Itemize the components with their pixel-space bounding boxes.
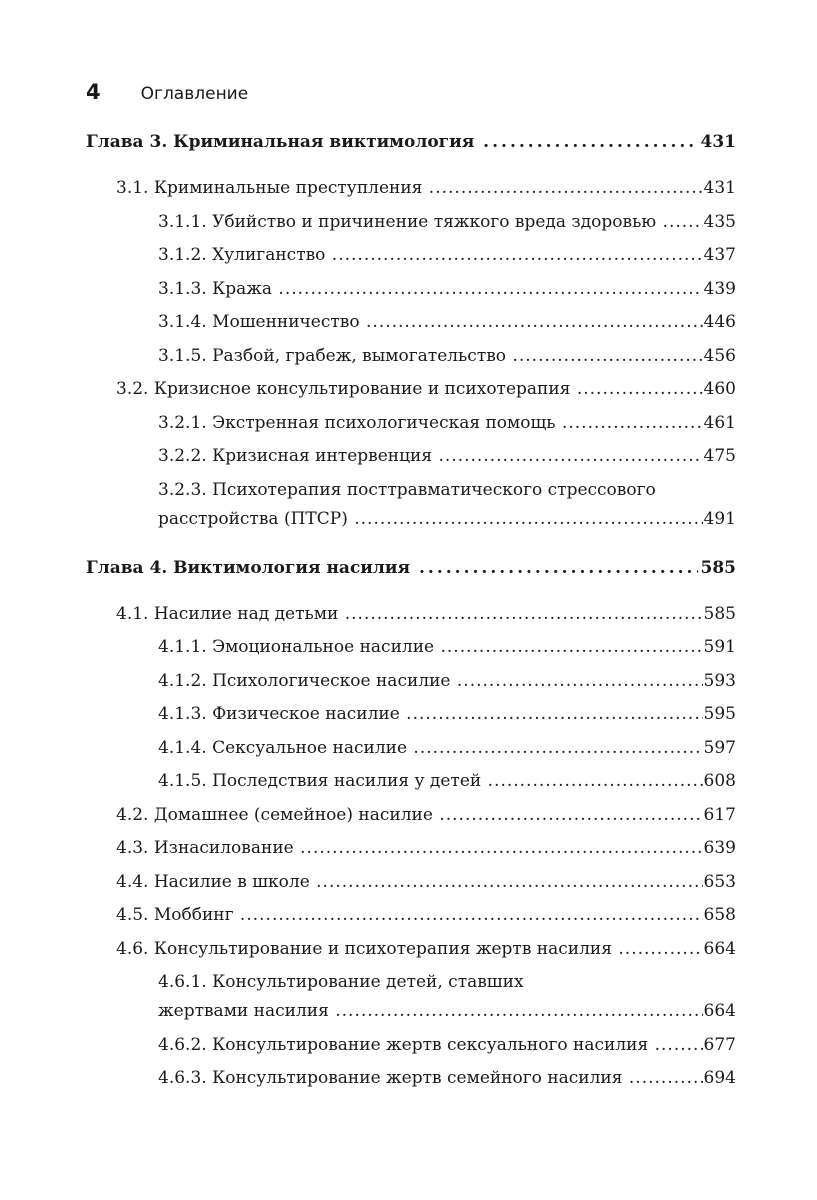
toc-section[interactable] <box>86 801 736 830</box>
entry-title: 3.1.3. Кража ..... <box>158 279 736 299</box>
entry-title: 3.2.2. Кризисная интервенция ..... <box>158 446 736 466</box>
table-of-contents <box>86 128 736 1098</box>
toc-subsection[interactable] <box>86 1064 736 1093</box>
entry-page: 608 <box>703 767 736 796</box>
toc-subsection[interactable] <box>86 767 736 796</box>
entry-page: 437 <box>703 241 736 270</box>
toc-section[interactable] <box>86 901 736 930</box>
entry-title-line2: расстройства (ПТСР) ..... <box>158 509 736 529</box>
entry-title: 3.1. Криминальные преступления ..... <box>116 178 736 198</box>
entry-title: 3.1.5. Разбой, грабеж, вымогательство ..... <box>158 346 736 366</box>
entry-page: 431 <box>703 174 736 203</box>
entry-page: 439 <box>703 275 736 304</box>
running-head-title: Оглавление <box>140 84 249 104</box>
entry-page: 658 <box>703 901 736 930</box>
entry-title: 4.2. Домашнее (семейное) насилие ..... <box>116 805 736 825</box>
toc-subsection[interactable] <box>86 1031 736 1060</box>
toc-section[interactable] <box>86 868 736 897</box>
chapter-block <box>86 554 736 1094</box>
entry-title: 4.1.1. Эмоциональное насилие ..... <box>158 637 736 657</box>
entry-title: 4.6.2. Консультирование жертв сексуального насилия ..... <box>158 1035 736 1055</box>
entry-page: 617 <box>703 801 736 830</box>
chapter-page: 585 <box>698 554 737 583</box>
entry-title: 4.6. Консультирование и психотерапия жертв насилия ..... <box>116 939 736 959</box>
entry-page: 591 <box>703 633 736 662</box>
chapter-page: 431 <box>698 128 737 157</box>
toc-section[interactable] <box>86 375 736 404</box>
entry-title-line2: жертвами насилия ..... <box>158 1001 736 1021</box>
entry-title: 3.1.1. Убийство и причинение тяжкого вреда здоровью ..... <box>158 212 736 232</box>
chapter-heading[interactable] <box>86 128 736 157</box>
chapter-block <box>86 128 736 534</box>
entry-page: 460 <box>703 375 736 404</box>
entry-page: 491 <box>703 505 736 534</box>
toc-subsection[interactable] <box>86 734 736 763</box>
entry-title: 4.1.3. Физическое насилие ..... <box>158 704 736 724</box>
entry-page: 653 <box>703 868 736 897</box>
toc-subsection[interactable] <box>86 476 736 534</box>
toc-section[interactable] <box>86 600 736 629</box>
entry-page: 597 <box>703 734 736 763</box>
entry-page: 446 <box>703 308 736 337</box>
entry-page: 664 <box>703 997 736 1026</box>
entry-title: 4.1.4. Сексуальное насилие ..... <box>158 738 736 758</box>
toc-subsection[interactable] <box>86 667 736 696</box>
entry-title: 4.3. Изнасилование ..... <box>116 838 736 858</box>
toc-subsection[interactable] <box>86 442 736 471</box>
page-number: 4 <box>86 80 101 104</box>
entry-page: 461 <box>703 409 736 438</box>
chapter-title: Глава 4. Виктимология насилия ..... <box>86 558 736 578</box>
entry-page: 475 <box>703 442 736 471</box>
toc-subsection[interactable] <box>86 308 736 337</box>
entry-title: 4.5. Моббинг ..... <box>116 905 736 925</box>
toc-section[interactable] <box>86 834 736 863</box>
toc-subsection[interactable] <box>86 409 736 438</box>
toc-subsection[interactable] <box>86 241 736 270</box>
entry-title: 3.1.2. Хулиганство ..... <box>158 245 736 265</box>
chapter-title: Глава 3. Криминальная виктимология ..... <box>86 132 736 152</box>
entry-page: 456 <box>703 342 736 371</box>
entry-title: 3.2.1. Экстренная психологическая помощь ..... <box>158 413 736 433</box>
entry-title: 4.4. Насилие в школе ..... <box>116 872 736 892</box>
toc-section[interactable] <box>86 174 736 203</box>
toc-subsection[interactable] <box>86 700 736 729</box>
toc-subsection[interactable] <box>86 342 736 371</box>
entry-title: 3.1.4. Мошенничество ..... <box>158 312 736 332</box>
entry-title-line1: 4.6.1. Консультирование детей, ставших <box>158 972 524 992</box>
entry-page: 435 <box>703 208 736 237</box>
entry-title-line1: 3.2.3. Психотерапия посттравматического стрессового <box>158 479 656 500</box>
entry-page: 677 <box>703 1031 736 1060</box>
running-head <box>86 80 248 114</box>
entry-page: 595 <box>703 700 736 729</box>
entry-title: 4.6.3. Консультирование жертв семейного насилия ..... <box>158 1068 736 1088</box>
toc-subsection[interactable] <box>86 968 736 1026</box>
entry-page: 664 <box>703 935 736 964</box>
entry-title: 4.1.2. Психологическое насилие ..... <box>158 671 736 691</box>
entry-page: 694 <box>703 1064 736 1093</box>
entry-page: 593 <box>703 667 736 696</box>
entry-title: 4.1.5. Последствия насилия у детей ..... <box>158 771 736 791</box>
entry-page: 639 <box>703 834 736 863</box>
entry-title: 3.2. Кризисное консультирование и психотерапия ..... <box>116 379 736 399</box>
entry-page: 585 <box>703 600 736 629</box>
toc-section[interactable] <box>86 935 736 964</box>
chapter-heading[interactable] <box>86 554 736 583</box>
entry-title: 4.1. Насилие над детьми ..... <box>116 604 736 624</box>
toc-subsection[interactable] <box>86 633 736 662</box>
toc-subsection[interactable] <box>86 208 736 237</box>
toc-subsection[interactable] <box>86 275 736 304</box>
